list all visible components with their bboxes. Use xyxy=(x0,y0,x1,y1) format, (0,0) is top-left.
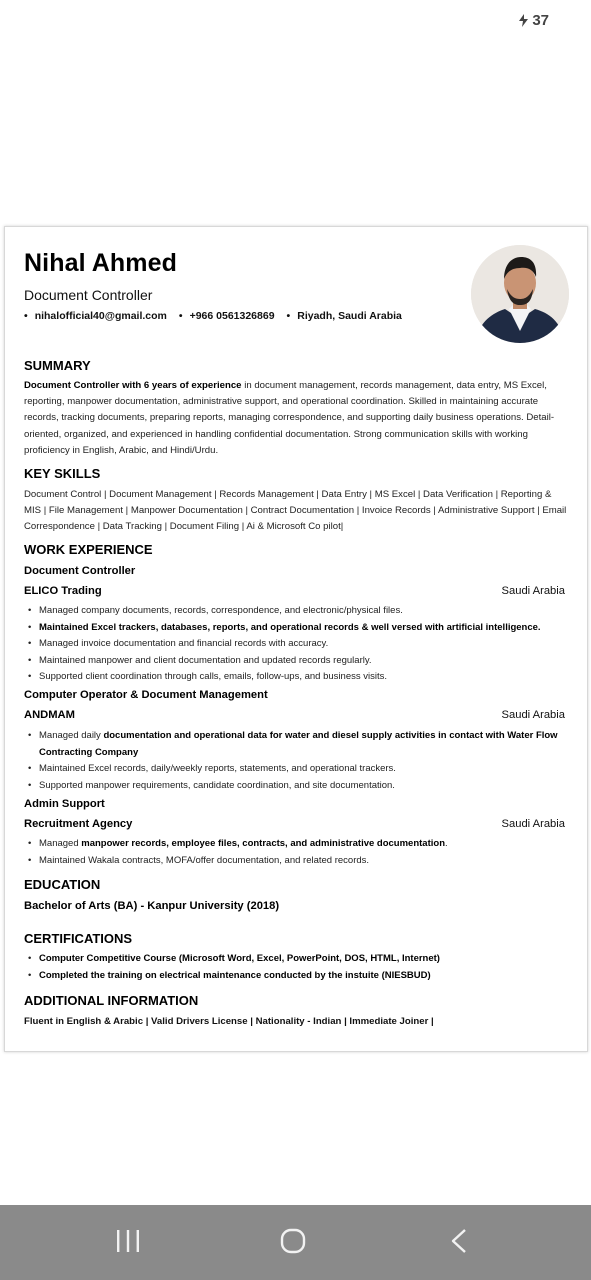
list-item: • Managed manpower records, employee files, contracts, and administrative documentation. xyxy=(24,836,564,853)
contact-line xyxy=(24,310,414,322)
list-item: • Managed invoice documentation and financial records with accuracy. xyxy=(24,636,564,653)
list-item: • Completed the training on electrical maintenance conducted by the instuite (NIESBUD) xyxy=(24,968,564,985)
job-role: Admin Support xyxy=(24,798,105,810)
profile-photo xyxy=(471,245,569,343)
additional-heading: ADDITIONAL INFORMATION xyxy=(24,993,199,1008)
job-bullets xyxy=(24,603,564,686)
job-company: Recruitment Agency xyxy=(24,818,133,830)
additional-text: Fluent in English & Arabic | Valid Drivers License | Nationality - Indian | Immediate Joiner | xyxy=(24,1016,434,1027)
home-button[interactable] xyxy=(275,1227,311,1257)
list-item: • Maintained Excel records, daily/weekly reports, statements, and operational trackers. xyxy=(24,761,564,778)
charging-bolt-icon xyxy=(518,14,529,27)
job-bullets xyxy=(24,836,564,869)
job-location: Saudi Arabia xyxy=(501,709,565,721)
contact-email: • nihalofficial40@gmail.com xyxy=(24,310,167,322)
job-bullets xyxy=(24,728,564,794)
contact-location: • Riyadh, Saudi Arabia xyxy=(287,310,402,322)
job-role: Computer Operator & Document Management xyxy=(24,689,268,701)
home-icon xyxy=(275,1227,311,1257)
back-button[interactable] xyxy=(441,1227,477,1257)
job-company: ANDMAM xyxy=(24,709,75,721)
list-item: • Computer Competitive Course (Microsoft Word, Excel, PowerPoint, DOS, HTML, Internet) xyxy=(24,951,564,968)
candidate-title: Document Controller xyxy=(24,287,153,303)
battery-level: 37 xyxy=(532,12,549,29)
summary-heading: SUMMARY xyxy=(24,358,91,373)
candidate-name: Nihal Ahmed xyxy=(24,249,177,277)
navigation-bar xyxy=(0,1205,591,1280)
list-item: • Maintained Excel trackers, databases, reports, and operational records & well versed with artificial intelligence. xyxy=(24,620,564,637)
back-icon xyxy=(441,1227,477,1257)
summary-text xyxy=(24,378,569,459)
job-location: Saudi Arabia xyxy=(501,585,565,597)
list-item: • Supported manpower requirements, candidate coordination, and site documentation. xyxy=(24,778,564,795)
list-item: • Managed daily documentation and operational data for water and diesel supply activities in contact with Water Flow Contracting Company xyxy=(24,728,564,761)
battery-status xyxy=(518,12,549,29)
recent-apps-button[interactable] xyxy=(110,1227,146,1257)
job-company: ELICO Trading xyxy=(24,585,102,597)
job-location: Saudi Arabia xyxy=(501,818,565,830)
skills-text: Document Control | Document Management | Records Management | Data Entry | MS Excel | Data Verification | Reporting & MIS | File Management | Manpower Documentation | Contract Documentation | Invoice Records | Administrative Support | Email Correspondence | Data Tracking | Document Filing | Ai & Microsoft Co pilot| xyxy=(24,489,567,533)
list-item: • Supported client coordination through calls, emails, follow-ups, and business visits. xyxy=(24,669,564,686)
resume-page xyxy=(4,226,588,1052)
education-heading: EDUCATION xyxy=(24,877,101,892)
certifications-list xyxy=(24,951,564,984)
summary-lead: Document Controller with 6 years of experience xyxy=(24,380,242,391)
experience-heading: WORK EXPERIENCE xyxy=(24,542,153,557)
job-role: Document Controller xyxy=(24,565,136,577)
list-item: • Maintained Wakala contracts, MOFA/offer documentation, and related records. xyxy=(24,853,564,870)
recent-apps-icon xyxy=(110,1227,146,1257)
summary-body: in document management, records management, data entry, MS Excel, reporting, manpower documentation, administrative support, and operational coordination. Skilled in maintaining accurate records, tracking documents, preparing reports, managing correspondence, and supporting daily business operations. Detail-oriented, organized, and experienced in handling confidential documentation. Strong communication skills with working proficiency in English, Arabic, and Hindi/Urdu. xyxy=(24,380,555,456)
list-item: • Managed company documents, records, correspondence, and electronic/physical files. xyxy=(24,603,564,620)
list-item: • Maintained manpower and client documentation and updated records regularly. xyxy=(24,653,564,670)
education-degree: Bachelor of Arts (BA) - Kanpur University (2018) xyxy=(24,900,280,912)
skills-heading: KEY SKILLS xyxy=(24,466,101,481)
certifications-heading: CERTIFICATIONS xyxy=(24,931,133,946)
contact-phone: • +966 0561326869 xyxy=(179,310,275,322)
